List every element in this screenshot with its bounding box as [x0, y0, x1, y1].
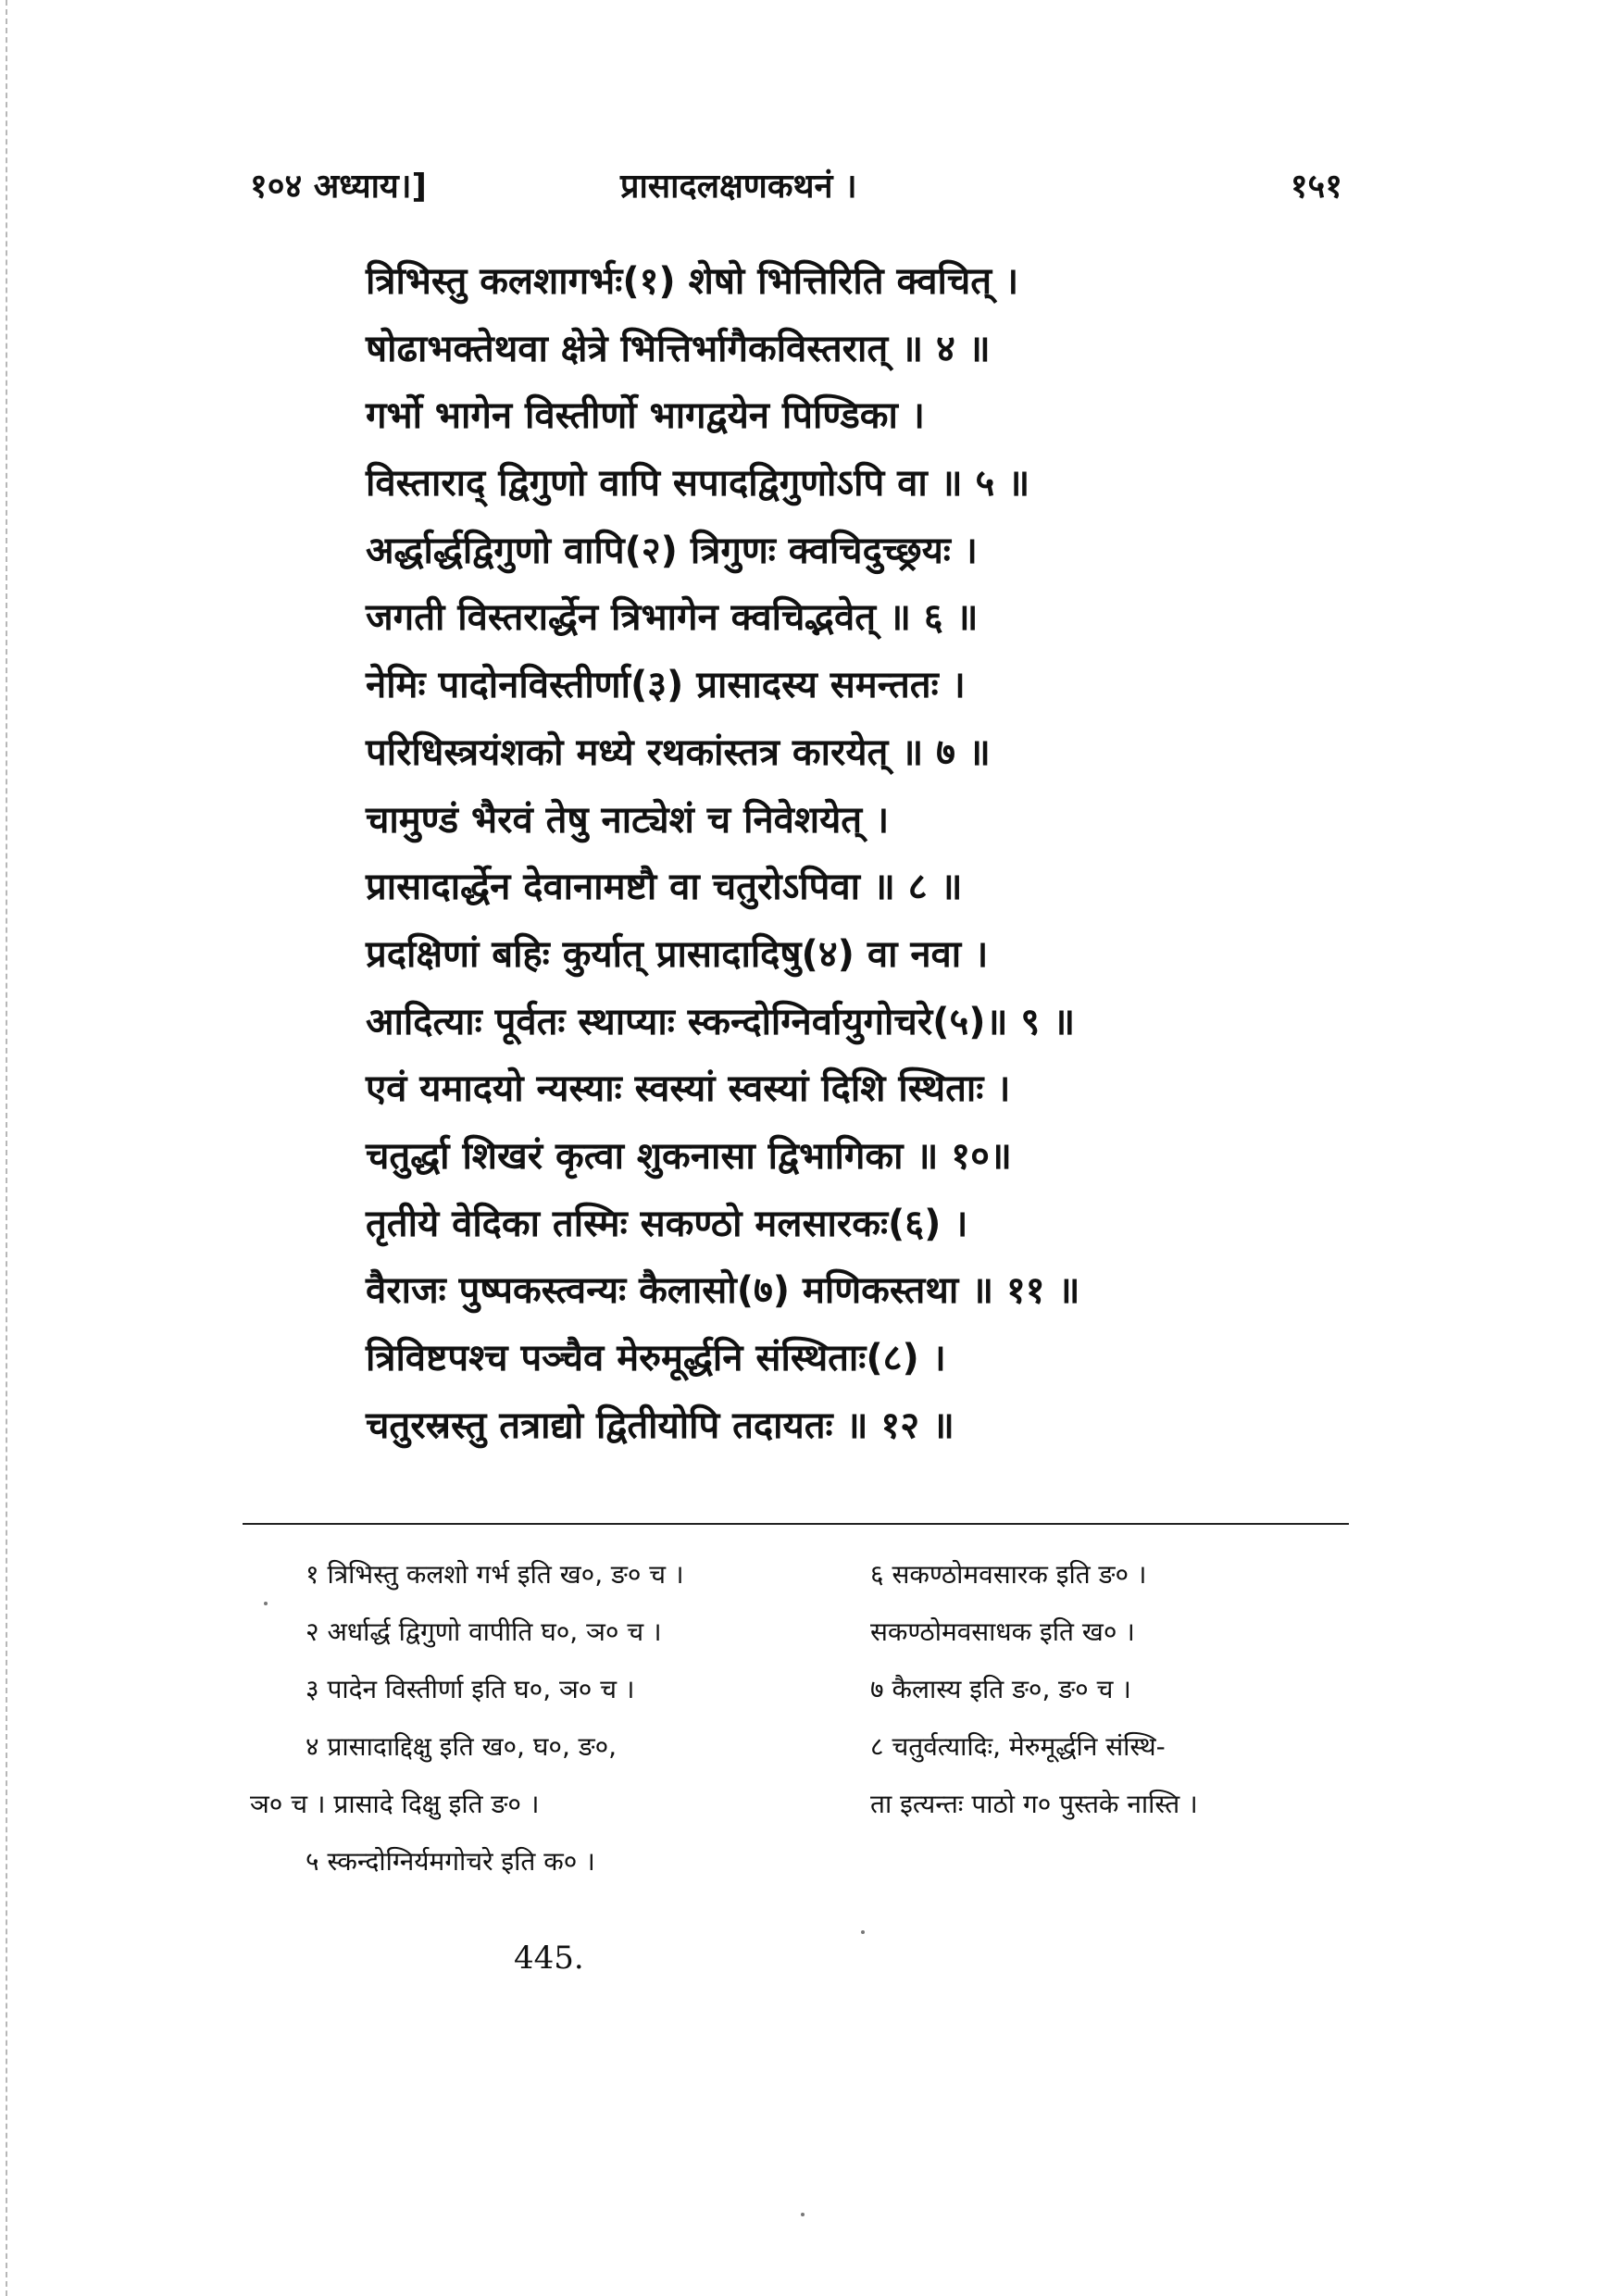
verse-line: चतुरस्रस्तु तत्राद्यो द्वितीयोपि तदायतः ॥ १२ ॥: [366, 1404, 954, 1447]
footnote: ४ प्रासादाद्दिक्षु इति ख०, घ०, ङ०,: [306, 1731, 618, 1762]
footnotes: [0, 1546, 1622, 1916]
verse-line: चतुर्द्धा शिखरं कृत्वा शुकनासा द्विभागिका ॥ १०॥: [366, 1134, 1012, 1178]
verse-line: एवं यमादयो न्यस्याः स्वस्यां स्वस्यां दिशि स्थिताः ।: [366, 1067, 1011, 1111]
footnote: सकण्ठोमवसाधक इति ख० ।: [870, 1616, 1135, 1647]
verse-line: वैराजः पुष्पकस्त्वन्यः कैलासो(७) मणिकस्तथा ॥ ११ ॥: [366, 1269, 1080, 1313]
footnote: १ त्रिभिस्तु कलशो गर्भ इति ख०, ङ० च ।: [306, 1559, 684, 1590]
footnote: ८ चतुर्वत्यादिः, मेरुमूर्द्धनि संस्थि-: [870, 1731, 1166, 1762]
running-header: [250, 162, 1342, 218]
footnote: ञ० च । प्रासादे दिक्षु इति ङ० ।: [250, 1789, 540, 1819]
header-chapter: १०४ अध्याय।]: [250, 168, 427, 206]
footnote: ता इत्यन्तः पाठो ग० पुस्तके नास्ति ।: [870, 1789, 1198, 1819]
verse-line: षोढाभक्तेथवा क्षेत्रे भित्तिर्भागैकविस्तरात् ॥ ४ ॥: [366, 327, 991, 370]
verse-line: चामुण्डं भैरवं तेषु नाट्येशं च निवेशयेत् ।: [366, 798, 890, 842]
verse-line: प्रासादार्द्धेन देवानामष्टौ वा चतुरोऽपिवा ॥ ८ ॥: [366, 866, 963, 909]
verse-line: जगती विस्तरार्द्धेन त्रिभागेन क्वचिद्भवेत् ॥ ६ ॥: [366, 596, 979, 640]
verse-line: गर्भो भागेन विस्तीर्णो भागद्वयेन पिण्डिका ।: [366, 394, 925, 438]
verse-line: त्रिभिस्तु कलशागर्भः(१) शेषो भित्तिरिति क्वचित् ।: [366, 260, 1019, 303]
footnote: ६ सकण्ठोमवसारक इति ङ० ।: [870, 1559, 1147, 1590]
verse-line: त्रिविष्टपश्च पञ्चैव मेरुमूर्द्धनि संस्थिताः(८) ।: [366, 1337, 946, 1379]
verse-line: परिधिस्त्रयंशको मध्ये रथकांस्तत्र कारयेत् ॥ ७ ॥: [366, 730, 991, 774]
verse-line: प्रदक्षिणां बहिः कुर्यात् प्रासादादिषु(४) वा नवा ।: [366, 932, 989, 976]
verse-line: नेमिः पादोनविस्तीर्णा(३) प्रासादस्य समन्ततः ।: [366, 664, 966, 707]
scan-speck: [801, 2213, 805, 2216]
verse-line: तृतीये वेदिका तस्मिः सकण्ठो मलसारकः(६) ।: [366, 1202, 968, 1245]
header-page-number: १५१: [1290, 168, 1342, 206]
verse-line: अर्द्धार्द्धद्विगुणो वापि(२) त्रिगुणः क्वचिदुच्छ्रयः ।: [366, 529, 978, 572]
verse-block: [366, 248, 1291, 1459]
verse-line: आदित्याः पूर्वतः स्थाप्याः स्कन्दोग्निर्वायुगोचरे(५)॥ ९ ॥: [366, 1000, 1076, 1043]
scan-speck: [861, 1930, 865, 1934]
scan-speck: [264, 1602, 268, 1605]
header-title: प्रासादलक्षणकथनं ।: [620, 168, 857, 206]
footnote: २ अर्धार्द्ध द्विगुणो वापीति घ०, ञ० च ।: [306, 1616, 662, 1647]
footnote: ५ स्कन्दोग्निर्यमगोचरे इति क० ।: [306, 1846, 595, 1877]
page-edge: [6, 0, 10, 2296]
page-number: 445.: [514, 1940, 584, 1977]
footnote-divider: [243, 1523, 1349, 1525]
footnote: ७ कैलास्य इति ङ०, ङ० च ।: [870, 1674, 1131, 1704]
verse-line: विस्ताराद् द्विगुणो वापि सपादद्विगुणोऽपि वा ॥ ५ ॥: [366, 462, 1030, 505]
footnote: ३ पादेन विस्तीर्णा इति घ०, ञ० च ।: [306, 1674, 635, 1704]
